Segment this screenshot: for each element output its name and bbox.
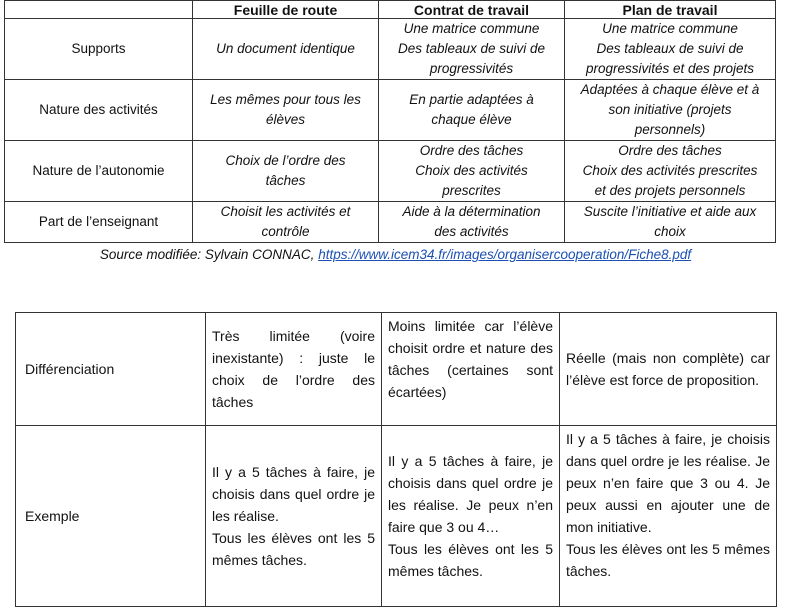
cell-line: Ordre des tâches — [419, 143, 524, 158]
cell-line: Choix des activités prescrites — [582, 163, 758, 178]
cell-line: Une matrice commune — [403, 21, 540, 36]
cell-paragraph: Tous les élèves ont les 5 mêmes tâches. — [388, 541, 553, 579]
table-cell — [565, 80, 776, 141]
row-label-supports: Supports — [5, 19, 193, 80]
header-row — [5, 1, 776, 19]
cell-line: Ordre des tâches — [618, 143, 722, 158]
header-feuille-de-route: Feuille de route — [193, 1, 379, 19]
cell-line: et des projets personnels — [594, 183, 746, 198]
row-label-differenciation: Différenciation — [16, 313, 206, 426]
cell-line: des activités — [434, 224, 509, 239]
row-label-nature-activites: Nature des activités — [5, 80, 193, 141]
cell-line: son initiative (projets — [608, 102, 732, 117]
table-cell: Moins limitée car l’élève choisit ordre et nature des tâches (certaines sont écartées) — [382, 313, 560, 426]
cell-line: En partie adaptées à — [409, 92, 534, 107]
table-cell: Très limitée (voire inexistante) : juste le choix de l’ordre des tâches — [206, 313, 382, 426]
differentiation-table — [15, 312, 777, 607]
table-cell — [382, 426, 560, 607]
row-label-part-enseignant: Part de l’enseignant — [5, 202, 193, 243]
cell-line: progressivités — [429, 61, 514, 76]
cell-line: chaque élève — [431, 112, 512, 127]
table-row — [5, 80, 776, 141]
row-label-exemple: Exemple — [16, 426, 206, 607]
table-cell — [193, 141, 379, 202]
cell-paragraph: Il y a 5 tâches à faire, je choisis dans quel ordre je les réalise. — [212, 464, 375, 524]
table-cell — [379, 80, 565, 141]
cell-line: prescrites — [442, 183, 501, 198]
cell-line: personnels) — [634, 122, 706, 137]
table-cell — [193, 80, 379, 141]
comparison-table — [4, 0, 776, 243]
row-label-nature-autonomie: Nature de l’autonomie — [5, 141, 193, 202]
cell-line: tâches — [265, 173, 306, 188]
cell-paragraph: Tous les élèves ont les 5 mêmes tâches. — [566, 541, 770, 579]
source-link[interactable]: https://www.icem34.fr/images/organisercooperation/Fiche8.pdf — [318, 247, 692, 262]
cell-line: Aide à la détermination — [402, 204, 541, 219]
cell-line: Adaptées à chaque élève et à — [580, 82, 760, 97]
table-cell: Réelle (mais non complète) car l’élève est force de proposition. — [560, 313, 777, 426]
cell-line: Choisit les activités et — [220, 204, 351, 219]
cell-line: Les mêmes pour tous les — [210, 92, 361, 107]
table-cell — [560, 426, 777, 607]
cell-line: Une matrice commune — [602, 21, 738, 36]
cell-line: Choix des activités — [415, 163, 528, 178]
cell-line: Choix de l’ordre des — [225, 153, 346, 168]
table-cell — [193, 19, 379, 80]
table-row — [16, 313, 777, 426]
cell-line: contrôle — [261, 224, 310, 239]
cell-line: élèves — [265, 112, 306, 127]
table-row — [5, 141, 776, 202]
table-cell — [565, 19, 776, 80]
source-prefix: Source modifiée: Sylvain CONNAC, — [99, 247, 319, 262]
cell-line: Un document identique — [216, 41, 355, 56]
cell-line: progressivités et des projets — [585, 61, 755, 76]
table-cell — [565, 202, 776, 243]
cell-line: Suscite l’initiative et aide aux — [583, 204, 757, 219]
table-row — [16, 426, 777, 607]
table-cell — [379, 141, 565, 202]
header-contrat-de-travail: Contrat de travail — [379, 1, 565, 19]
table-cell — [379, 19, 565, 80]
table-row — [5, 202, 776, 243]
header-empty — [5, 1, 193, 19]
table-cell — [193, 202, 379, 243]
source-caption — [0, 247, 791, 262]
table-row — [5, 19, 776, 80]
cell-paragraph: Il y a 5 tâches à faire, je choisis dans quel ordre je les réalise. Je peux n’en faire que 3 ou 4… — [388, 453, 553, 535]
cell-line: choix — [654, 224, 686, 239]
table-cell — [565, 141, 776, 202]
header-plan-de-travail: Plan de travail — [565, 1, 776, 19]
table-cell — [206, 426, 382, 607]
table-cell — [379, 202, 565, 243]
cell-paragraph: Il y a 5 tâches à faire, je choisis dans quel ordre je les réalise. Je peux n’en faire que 3 ou 4. Je peux aussi en ajouter une de mon initiative. — [566, 431, 770, 535]
cell-paragraph: Tous les élèves ont les 5 mêmes tâches. — [212, 530, 375, 568]
cell-line: Des tableaux de suivi de — [397, 41, 546, 56]
cell-line: Des tableaux de suivi de — [596, 41, 744, 56]
